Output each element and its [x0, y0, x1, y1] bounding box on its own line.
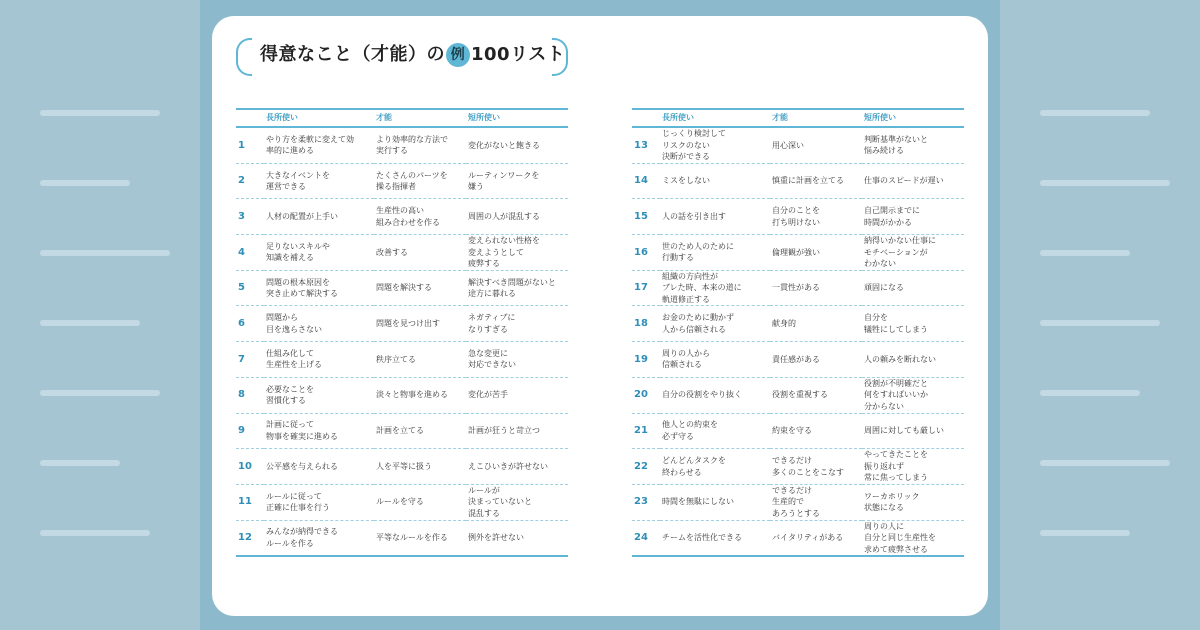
table-row	[236, 484, 568, 520]
row-number: 24	[632, 520, 660, 556]
weakness-use-cell: 急な変更に 対応できない	[466, 342, 568, 378]
table-row	[236, 413, 568, 449]
weakness-use-cell: 納得いかない仕事に モチベーションが わかない	[862, 235, 964, 271]
table-row	[632, 342, 964, 378]
talent-cell: 一貫性がある	[770, 270, 862, 306]
talent-cell: 倫理観が強い	[770, 235, 862, 271]
row-number: 1	[236, 127, 264, 163]
talent-cell: 生産性の高い 組み合わせを作る	[374, 199, 466, 235]
weakness-use-cell: ルールが 決まっていないと 混乱する	[466, 484, 568, 520]
strength-use-cell: 問題から 目を逸らさない	[264, 306, 374, 342]
row-number: 8	[236, 377, 264, 413]
row-number: 4	[236, 235, 264, 271]
talent-cell: より効率的な方法で 実行する	[374, 127, 466, 163]
strength-use-cell: 大きなイベントを 運営できる	[264, 163, 374, 199]
weakness-use-cell: 頑固になる	[862, 270, 964, 306]
weakness-use-cell: 自分を 犠牲にしてしまう	[862, 306, 964, 342]
row-number: 19	[632, 342, 660, 378]
row-number: 5	[236, 270, 264, 306]
weakness-use-cell: 解決すべき問題がないと 途方に暮れる	[466, 270, 568, 306]
strength-use-cell: やり方を柔軟に変えて効 率的に進める	[264, 127, 374, 163]
row-number: 22	[632, 449, 660, 485]
table-row	[236, 306, 568, 342]
weakness-use-cell: 周囲に対しても厳しい	[862, 413, 964, 449]
weakness-use-cell: 仕事のスピードが遅い	[862, 163, 964, 199]
table-row	[632, 163, 964, 199]
weakness-use-cell: ワーカホリック 状態になる	[862, 484, 964, 520]
talent-cell: 約束を守る	[770, 413, 862, 449]
talent-cell: 役割を重視する	[770, 377, 862, 413]
weakness-use-cell: ルーティンワークを 嫌う	[466, 163, 568, 199]
strength-use-cell: 足りないスキルや 知識を補える	[264, 235, 374, 271]
strength-use-cell: 周りの人から 信頼される	[660, 342, 770, 378]
table-row	[632, 270, 964, 306]
weakness-use-cell: ネガティブに なりすぎる	[466, 306, 568, 342]
row-number: 10	[236, 449, 264, 485]
content-card	[212, 16, 988, 616]
weakness-use-cell: 変化が苦手	[466, 377, 568, 413]
table-row	[632, 127, 964, 163]
header-number	[632, 109, 660, 127]
talent-cell: 責任感がある	[770, 342, 862, 378]
strength-use-cell: みんなが納得できる ルールを作る	[264, 520, 374, 556]
table-row	[632, 199, 964, 235]
talent-table-left	[236, 108, 568, 557]
talent-cell: 問題を見つけ出す	[374, 306, 466, 342]
table-row	[632, 377, 964, 413]
row-number: 23	[632, 484, 660, 520]
strength-use-cell: 問題の根本原因を 突き止めて解決する	[264, 270, 374, 306]
row-number: 2	[236, 163, 264, 199]
talent-cell: 献身的	[770, 306, 862, 342]
title-block	[236, 38, 568, 72]
talent-cell: 改善する	[374, 235, 466, 271]
table-header-row	[236, 109, 568, 127]
table-row	[236, 199, 568, 235]
strength-use-cell: お金のために動かず 人から信頼される	[660, 306, 770, 342]
talent-cell: 平等なルールを作る	[374, 520, 466, 556]
table-row	[236, 270, 568, 306]
talent-cell: できるだけ 多くのことをこなす	[770, 449, 862, 485]
strength-use-cell: 計画に従って 物事を確実に進める	[264, 413, 374, 449]
talent-cell: 秩序立てる	[374, 342, 466, 378]
table-row	[236, 377, 568, 413]
strength-use-cell: 必要なことを 習慣化する	[264, 377, 374, 413]
blurred-background-left	[0, 0, 200, 630]
weakness-use-cell: 自己開示までに 時間がかかる	[862, 199, 964, 235]
strength-use-cell: ルールに従って 正確に仕事を行う	[264, 484, 374, 520]
row-number: 9	[236, 413, 264, 449]
weakness-use-cell: えこひいきが許せない	[466, 449, 568, 485]
talent-cell: 自分のことを 打ち明けない	[770, 199, 862, 235]
table-row	[632, 306, 964, 342]
table-row	[236, 127, 568, 163]
talent-cell: たくさんのパーツを 操る指揮者	[374, 163, 466, 199]
strength-use-cell: 他人との約束を 必ず守る	[660, 413, 770, 449]
title-text-before: 得意なこと（才能）の	[260, 44, 445, 65]
table-row	[236, 163, 568, 199]
talent-cell: 問題を解決する	[374, 270, 466, 306]
strength-use-cell: どんどんタスクを 終わらせる	[660, 449, 770, 485]
row-number: 13	[632, 127, 660, 163]
talent-table-right	[632, 108, 964, 557]
header-strength-use: 長所使い	[264, 109, 374, 127]
table-row	[632, 484, 964, 520]
table-row	[632, 449, 964, 485]
talent-cell: 計画を立てる	[374, 413, 466, 449]
table-row	[236, 342, 568, 378]
table-row	[236, 235, 568, 271]
header-number	[236, 109, 264, 127]
row-number: 20	[632, 377, 660, 413]
weakness-use-cell: 変えられない性格を 変えようとして 疲弊する	[466, 235, 568, 271]
strength-use-cell: 世のため人のために 行動する	[660, 235, 770, 271]
row-number: 12	[236, 520, 264, 556]
header-weakness-use: 短所使い	[466, 109, 568, 127]
table-header-row	[632, 109, 964, 127]
weakness-use-cell: 例外を許せない	[466, 520, 568, 556]
header-strength-use: 長所使い	[660, 109, 770, 127]
weakness-use-cell: 判断基準がないと 悩み続ける	[862, 127, 964, 163]
strength-use-cell: 自分の役割をやり抜く	[660, 377, 770, 413]
weakness-use-cell: 役割が不明確だと 何をすればいいか 分からない	[862, 377, 964, 413]
row-number: 7	[236, 342, 264, 378]
talent-cell: 人を平等に扱う	[374, 449, 466, 485]
table-row	[632, 413, 964, 449]
strength-use-cell: 仕組み化して 生産性を上げる	[264, 342, 374, 378]
talent-cell: できるだけ 生産的で あろうとする	[770, 484, 862, 520]
weakness-use-cell: 人の頼みを断れない	[862, 342, 964, 378]
row-number: 16	[632, 235, 660, 271]
weakness-use-cell: 変化がないと飽きる	[466, 127, 568, 163]
weakness-use-cell: 周りの人に 自分と同じ生産性を 求めて疲弊させる	[862, 520, 964, 556]
title-bracket-left	[236, 38, 252, 76]
weakness-use-cell: やってきたことを 振り返れず 常に焦ってしまう	[862, 449, 964, 485]
talent-cell: 用心深い	[770, 127, 862, 163]
strength-use-cell: 組織の方向性が ブレた時、本来の道に 軌道修正する	[660, 270, 770, 306]
weakness-use-cell: 周囲の人が混乱する	[466, 199, 568, 235]
row-number: 3	[236, 199, 264, 235]
strength-use-cell: チームを活性化できる	[660, 520, 770, 556]
strength-use-cell: じっくり検討して リスクのない 決断ができる	[660, 127, 770, 163]
row-number: 6	[236, 306, 264, 342]
strength-use-cell: 人の話を引き出す	[660, 199, 770, 235]
table-row	[236, 520, 568, 556]
row-number: 21	[632, 413, 660, 449]
header-weakness-use: 短所使い	[862, 109, 964, 127]
page-title	[260, 41, 565, 69]
title-text-after: 100リスト	[471, 44, 566, 65]
table-row	[632, 235, 964, 271]
strength-use-cell: 人材の配置が上手い	[264, 199, 374, 235]
table-row	[236, 449, 568, 485]
strength-use-cell: 公平感を与えられる	[264, 449, 374, 485]
header-talent: 才能	[374, 109, 466, 127]
row-number: 15	[632, 199, 660, 235]
table-row	[632, 520, 964, 556]
header-talent: 才能	[770, 109, 862, 127]
talent-cell: バイタリティがある	[770, 520, 862, 556]
strength-use-cell: 時間を無駄にしない	[660, 484, 770, 520]
strength-use-cell: ミスをしない	[660, 163, 770, 199]
row-number: 17	[632, 270, 660, 306]
talent-cell: 淡々と物事を進める	[374, 377, 466, 413]
row-number: 18	[632, 306, 660, 342]
talent-cell: 慎重に計画を立てる	[770, 163, 862, 199]
weakness-use-cell: 計画が狂うと苛立つ	[466, 413, 568, 449]
row-number: 14	[632, 163, 660, 199]
talent-cell: ルールを守る	[374, 484, 466, 520]
row-number: 11	[236, 484, 264, 520]
blurred-background-right	[1000, 0, 1200, 630]
example-badge: 例	[446, 43, 470, 67]
